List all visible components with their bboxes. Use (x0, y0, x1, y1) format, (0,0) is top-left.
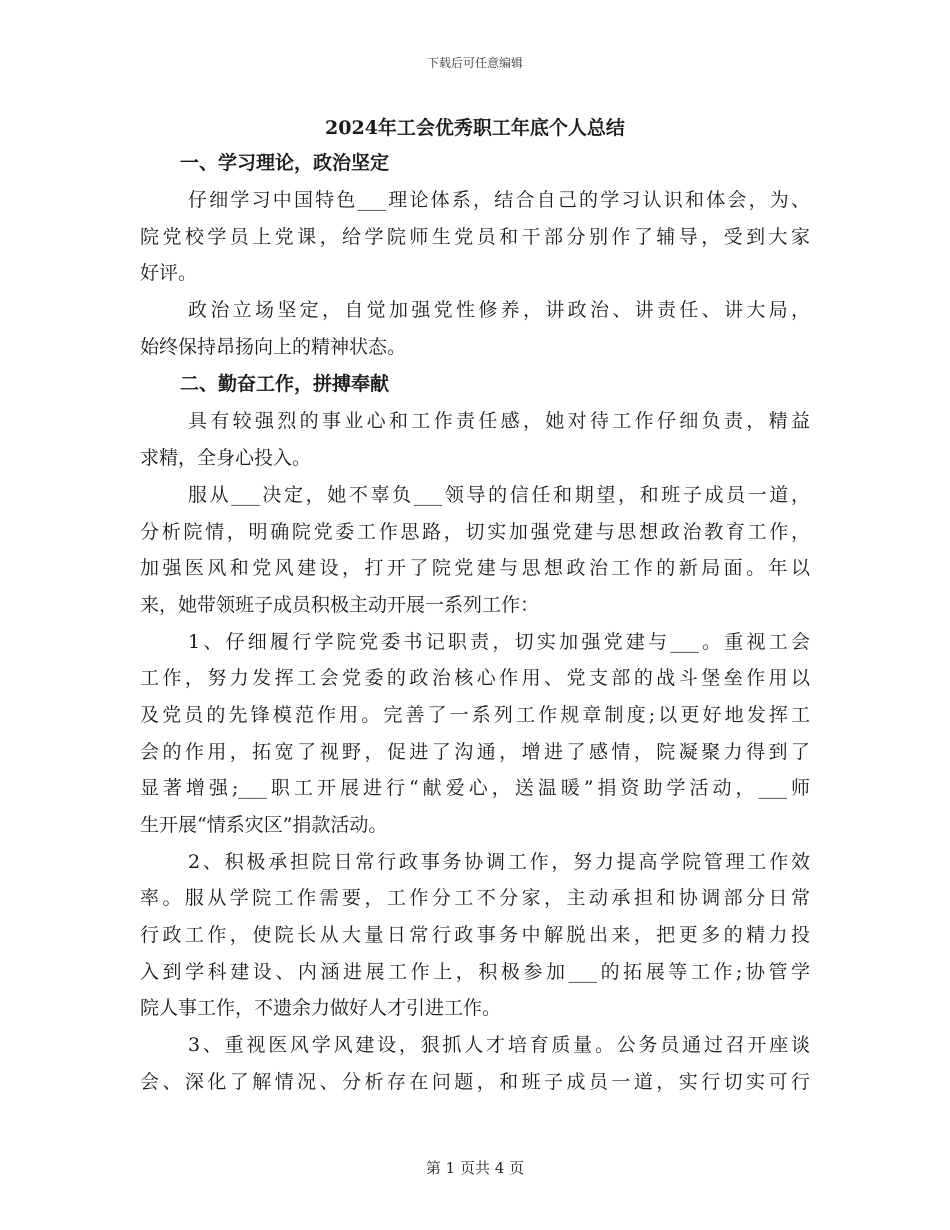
page-header: 下载后可任意编辑 (426, 56, 523, 70)
page-footer: 第 1 页共 4 页 (425, 1159, 525, 1177)
section-heading-1: 一、学习理论，政治坚定 (180, 152, 390, 174)
document-body (140, 112, 810, 1101)
paragraph-line: 具有较强烈的事业心和工作责任感，她对待工作仔细负责，精益 (188, 410, 810, 433)
paragraph-line: 好评。 (140, 262, 198, 285)
paragraph-line: 2、积极承担院日常行政事务协调工作，努力提高学院管理工作效 (188, 850, 810, 873)
paragraph-line: 工作，努力发挥工会党委的政治核心作用、党支部的战斗堡垒作用以 (140, 667, 810, 690)
paragraph-line: 会、深化了解情况、分析存在问题，和班子成员一道，实行切实可行 (140, 1070, 810, 1093)
paragraph-line: 生开展“情系灾区”捐款活动。 (140, 814, 388, 836)
paragraph-line: 1、仔细履行学院党委书记职责，切实加强党建与___。重视工会 (188, 630, 810, 653)
paragraph-line: 院人事工作，不遗余力做好人才引进工作。 (140, 997, 502, 1020)
paragraph-line: 政治立场坚定，自觉加强党性修养，讲政治、讲责任、讲大局， (188, 299, 810, 322)
document-title: 2024年工会优秀职工年底个人总结 (325, 117, 625, 139)
paragraph-line: 服从___决定，她不辜负___领导的信任和期望，和班子成员一道， (188, 483, 810, 506)
paragraph-line: 院党校学员上党课，给学院师生党员和干部分别作了辅导，受到大家 (140, 225, 810, 248)
paragraph-line: 加强医风和党风建设，打开了院党建与思想政治工作的新局面。年以 (140, 557, 810, 580)
paragraph-line: 来，她带领班子成员积极主动开展一系列工作： (140, 593, 540, 616)
paragraph-line: 行政工作，使院长从大量日常行政事务中解脱出来，把更多的精力投 (140, 924, 810, 947)
paragraph-line: 及党员的先锋模范作用。完善了一系列工作规章制度;以更好地发挥工 (140, 703, 810, 726)
paragraph-line: 显著增强;___职工开展进行“献爱心，送温暖”捐资助学活动，___师 (140, 777, 810, 800)
paragraph-line: 会的作用，拓宽了视野，促进了沟通，增进了感情，院凝聚力得到了 (140, 740, 810, 763)
paragraph-line: 3、重视医风学风建设，狠抓人才培育质量。公务员通过召开座谈 (188, 1034, 810, 1057)
paragraph-line: 入到学科建设、内涵进展工作上，积极参加___的拓展等工作;协管学 (140, 960, 810, 983)
paragraph-line: 率。服从学院工作需要，工作分工不分家，主动承担和协调部分日常 (140, 887, 810, 910)
paragraph-line: 仔细学习中国特色___理论体系，结合自己的学习认识和体会，为、 (188, 189, 810, 211)
paragraph-line: 始终保持昂扬向上的精神状态。 (140, 335, 407, 358)
paragraph-line: 求精，全身心投入。 (140, 447, 312, 470)
section-heading-2: 二、勤奋工作，拼搏奉献 (180, 373, 390, 396)
paragraph-line: 分析院情，明确院党委工作思路，切实加强党建与思想政治教育工作， (140, 520, 810, 543)
